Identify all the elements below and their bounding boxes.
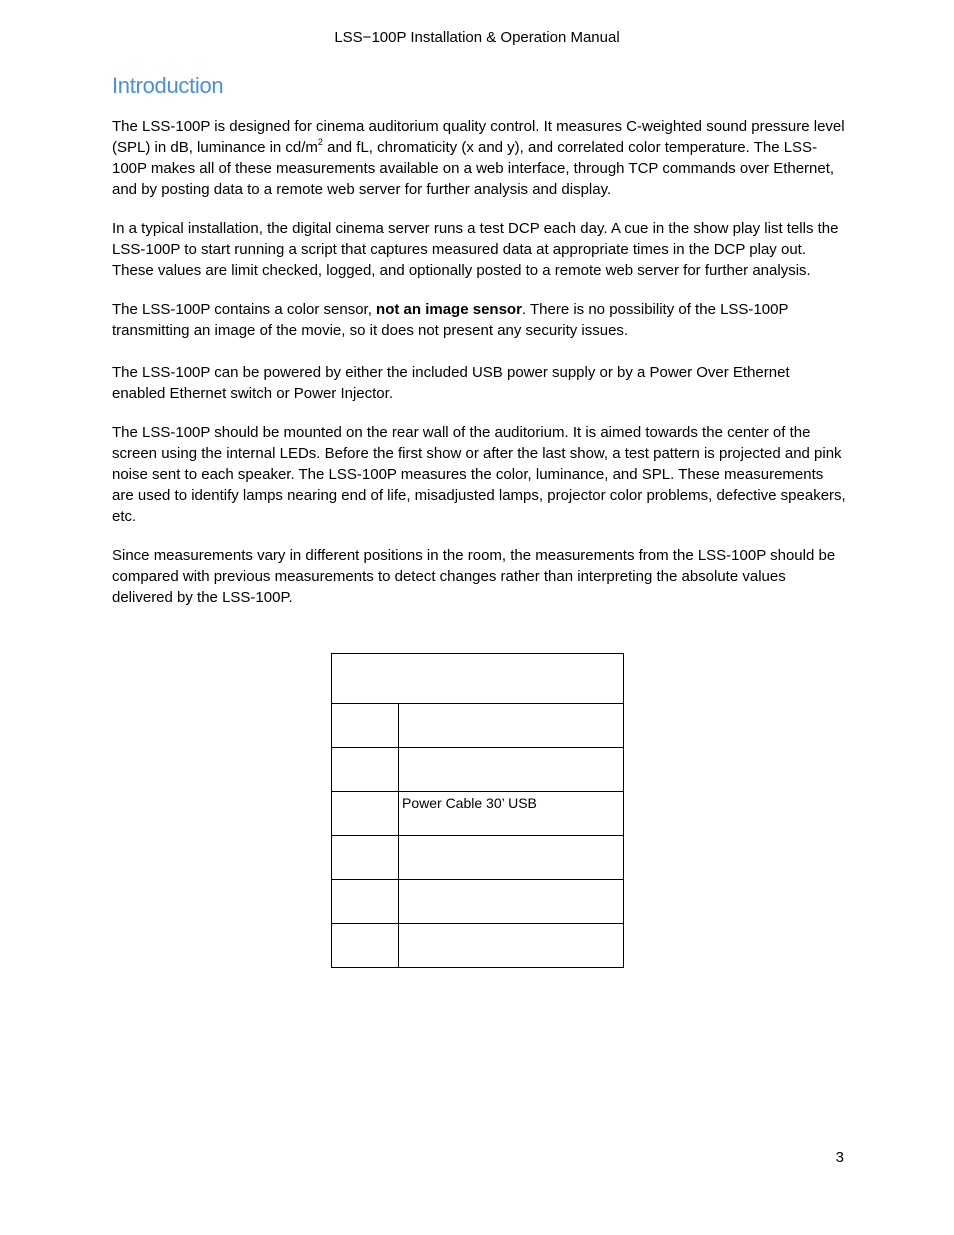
- page-number: 3: [835, 1149, 844, 1166]
- table-item-cell: Power Cable 30’ USB: [399, 792, 624, 836]
- paragraph-security-text-a: The LSS-100P contains a color sensor,: [112, 301, 377, 318]
- paragraph-overview-text-b: and fL, chromaticity (x and y), and correlated color temperature. The LSS-100P makes all of these measurements available on a web interface, through TCP commands over Ethernet, and by posting data to a remote web server for further analysis and display.: [112, 139, 835, 198]
- superscript-two: 2: [317, 137, 323, 147]
- paragraph-overview: [112, 116, 847, 200]
- table-qty-cell: [332, 792, 399, 836]
- table-row: [332, 748, 624, 792]
- table-qty-cell: [332, 704, 399, 748]
- paragraph-power: The LSS-100P can be powered by either the included USB power supply or by a Power Over Ethernet enabled Ethernet switch or Power Injector.: [112, 364, 790, 402]
- table-item-cell: [399, 748, 624, 792]
- table-row: [332, 836, 624, 880]
- table-item-cell: [399, 836, 624, 880]
- table-qty-cell: [332, 924, 399, 968]
- table-row: [332, 704, 624, 748]
- paragraph-overview-text-a: The LSS-100P is designed for cinema auditorium quality control. It measures C-weighted sound pressure level (SPL) in dB, luminance in cd/m: [112, 118, 845, 156]
- body-text: [112, 116, 847, 608]
- table-header-cell: [332, 654, 624, 704]
- table-qty-cell: [332, 836, 399, 880]
- table-row: [332, 924, 624, 968]
- parts-table: [331, 653, 624, 968]
- table-item-cell: [399, 924, 624, 968]
- running-header: LSS−100P Installation & Operation Manual: [334, 29, 620, 46]
- table-item-cell: [399, 704, 624, 748]
- table-qty-cell: [332, 880, 399, 924]
- table-qty-cell: [332, 748, 399, 792]
- paragraph-measurement-variation: Since measurements vary in different positions in the room, the measurements from the LSS-100P should be compared with previous measurements to detect changes rather than interpreting the absolute values delivered by the LSS-100P.: [112, 547, 836, 606]
- table-row: [332, 792, 624, 836]
- paragraph-security-text-b: . There is no possibility of the LSS-100P transmitting an image of the movie, so it does not present any security issues.: [112, 301, 789, 339]
- table-header-row: [332, 654, 624, 704]
- table-row: [332, 880, 624, 924]
- table-item-cell: [399, 880, 624, 924]
- section-title: Introduction: [112, 73, 224, 98]
- paragraph-security-emphasis: not an image sensor: [376, 301, 522, 318]
- paragraph-typical-installation: In a typical installation, the digital cinema server runs a test DCP each day. A cue in the show play list tells the LSS-100P to start running a script that captures measured data at appropriate times in the DCP play out. These values are limit checked, logged, and optionally posted to a remote web server for further analysis.: [112, 220, 839, 279]
- paragraph-security: [112, 299, 847, 341]
- paragraph-mounting: The LSS-100P should be mounted on the rear wall of the auditorium. It is aimed towards the center of the screen using the internal LEDs. Before the first show or after the last show, a test pattern is projected and pink noise sent to each speaker. The LSS-100P measures the color, luminance, and SPL. These measurements are used to identify lamps nearing end of life, misadjusted lamps, projector color problems, defective speakers, etc.: [112, 424, 846, 525]
